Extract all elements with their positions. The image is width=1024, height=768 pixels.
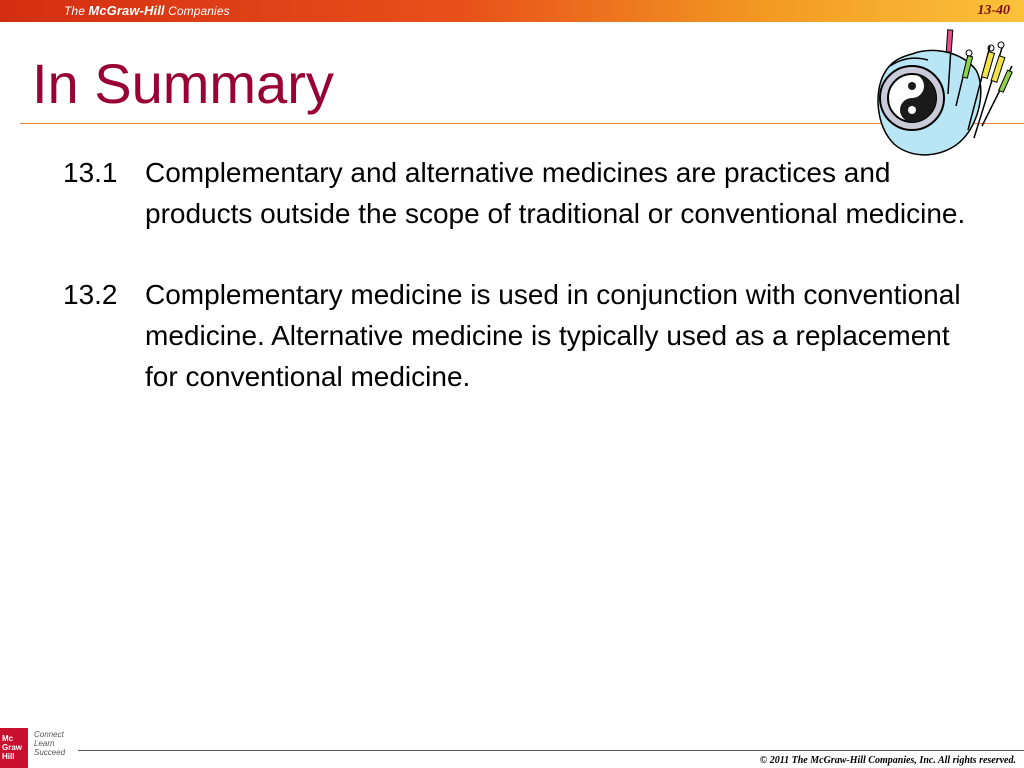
tagline: [34, 730, 65, 757]
tagline-connect: Connect: [34, 730, 64, 739]
logo-text: Mc Graw Hill: [2, 734, 23, 761]
summary-item: [63, 152, 983, 234]
item-number: 13.2: [63, 279, 118, 310]
yin-yang-acupuncture-icon: [872, 26, 1022, 164]
summary-item: [63, 274, 983, 397]
copyright-notice: © 2011 The McGraw-Hill Companies, Inc. All rights reserved.: [759, 755, 1016, 766]
tagline-learn: Learn: [34, 739, 55, 748]
brand-prefix: The: [64, 4, 89, 18]
item-text: Complementary and alternative medicines are practices and products outside the scope of traditional or conventional medicine.: [145, 157, 966, 229]
publisher-brand: [64, 3, 230, 18]
slide-number: 13-40: [977, 3, 1010, 18]
brand-name: McGraw-Hill: [88, 3, 165, 18]
mcgraw-hill-logo: [0, 728, 28, 768]
item-number: 13.1: [63, 157, 118, 188]
summary-list: [63, 152, 983, 437]
item-text: Complementary medicine is used in conjunction with conventional medicine. Alternative medicine is typically used as a replacement for conventional medicine.: [145, 279, 961, 392]
header-bar: [0, 0, 1024, 22]
footer-divider: [78, 750, 1024, 751]
brand-suffix: Companies: [164, 4, 230, 18]
slide-title: In Summary: [32, 52, 334, 115]
tagline-succeed: Succeed: [34, 748, 66, 757]
